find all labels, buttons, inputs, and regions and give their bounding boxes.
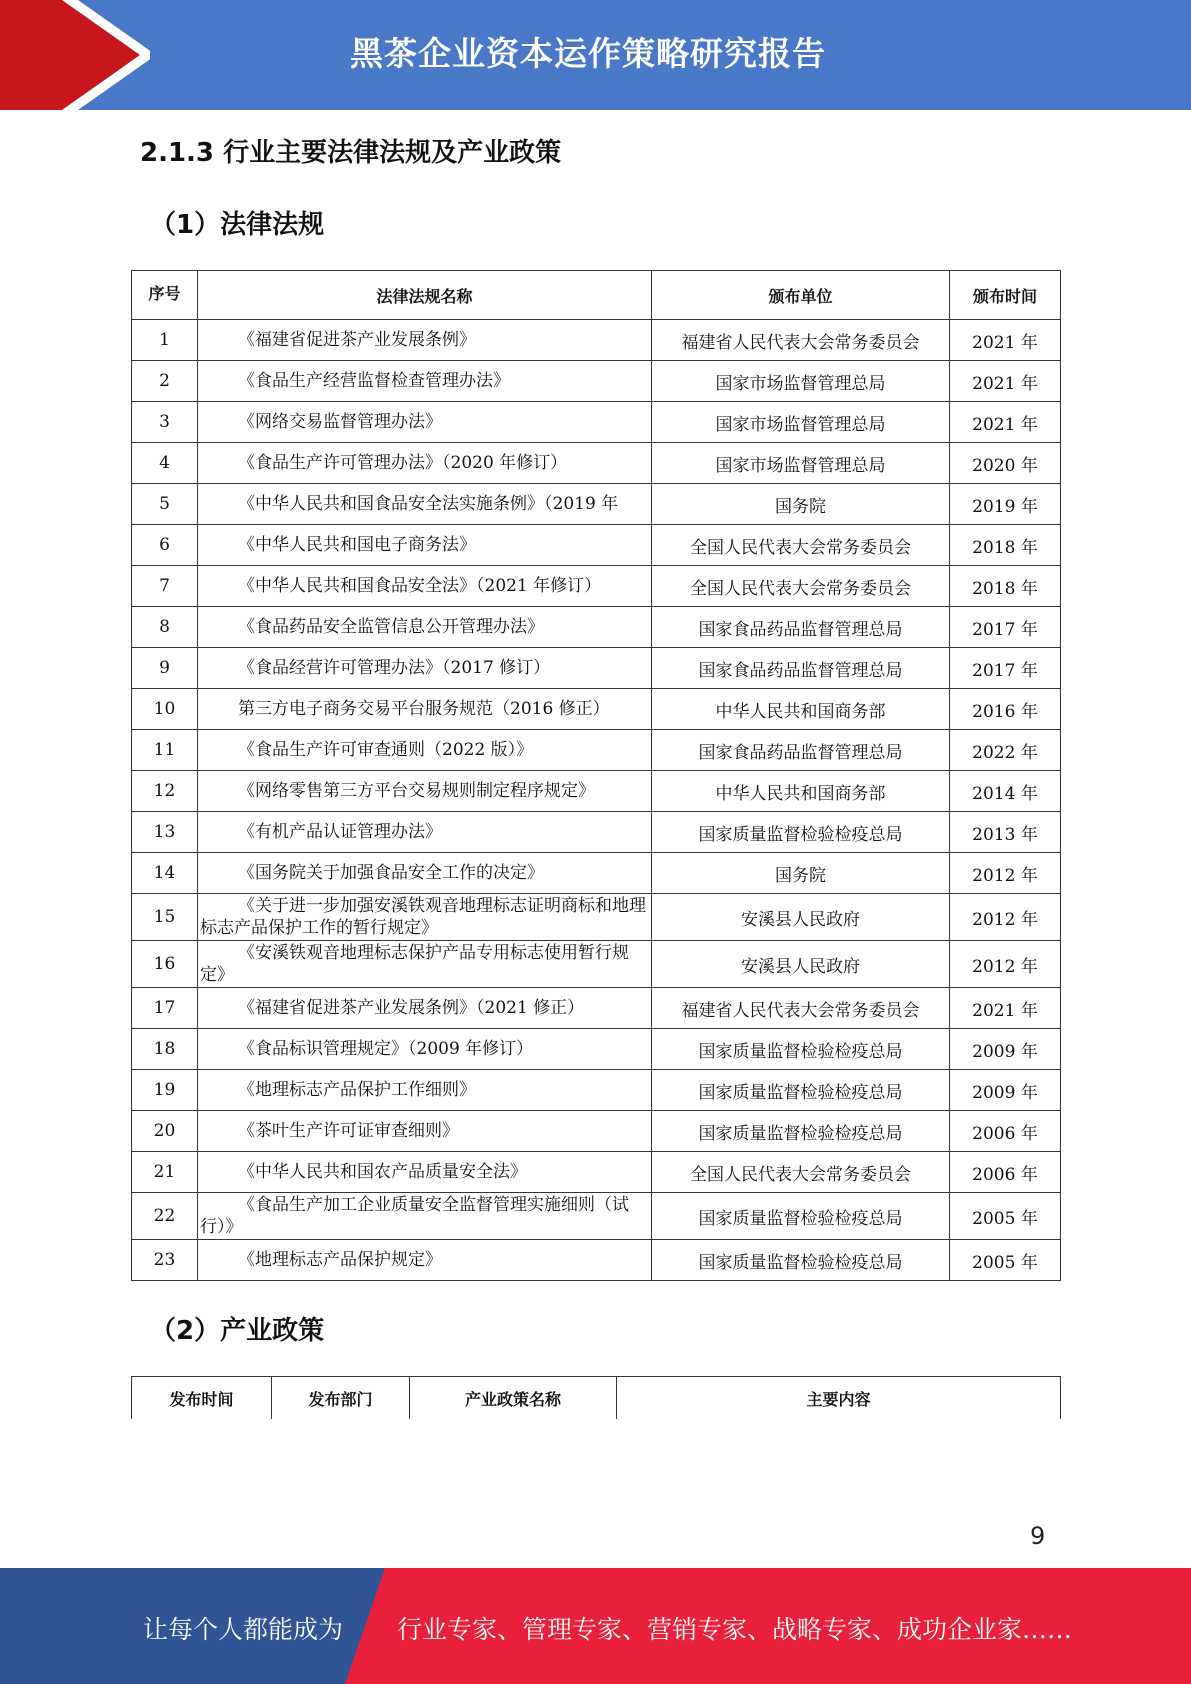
table-row	[132, 320, 1061, 361]
issuing-body: 国家质量监督检验检疫总局	[652, 1070, 950, 1111]
law-name: 《食品经营许可管理办法》（2017 修订）	[198, 648, 652, 689]
issue-year: 2009 年	[950, 1029, 1061, 1070]
footer-slogan-right: 行业专家、管理专家、营销专家、战略专家、成功企业家……	[397, 1615, 1073, 1644]
header-policy-time: 发布时间	[132, 1377, 272, 1420]
laws-subtitle: （1）法律法规	[150, 210, 325, 240]
row-number: 20	[132, 1111, 198, 1152]
issue-year: 2020 年	[950, 443, 1061, 484]
issuing-body: 国家质量监督检验检疫总局	[652, 1111, 950, 1152]
issuing-body: 福建省人民代表大会常务委员会	[652, 988, 950, 1029]
issue-year: 2019 年	[950, 484, 1061, 525]
row-number: 16	[132, 941, 198, 988]
table-row	[132, 894, 1061, 941]
issue-year: 2013 年	[950, 812, 1061, 853]
policy-subtitle: （2）产业政策	[150, 1316, 325, 1346]
row-number: 22	[132, 1193, 198, 1240]
issue-year: 2012 年	[950, 941, 1061, 988]
page-number: 9	[1030, 1522, 1046, 1550]
law-name: 《中华人民共和国食品安全法实施条例》（2019 年	[198, 484, 652, 525]
issue-year: 2018 年	[950, 566, 1061, 607]
table-row	[132, 1070, 1061, 1111]
issue-year: 2018 年	[950, 525, 1061, 566]
issuing-body: 国务院	[652, 484, 950, 525]
issuing-body: 国家市场监督管理总局	[652, 402, 950, 443]
row-number: 12	[132, 771, 198, 812]
table-row	[132, 853, 1061, 894]
table-row	[132, 566, 1061, 607]
law-name: 第三方电子商务交易平台服务规范（2016 修正）	[198, 689, 652, 730]
laws-table	[131, 270, 1061, 1281]
issue-year: 2017 年	[950, 607, 1061, 648]
row-number: 21	[132, 1152, 198, 1193]
law-name: 《食品生产经营监督检查管理办法》	[198, 361, 652, 402]
document-title: 黑茶企业资本运作策略研究报告	[350, 34, 826, 73]
law-name: 《网络零售第三方平台交易规则制定程序规定》	[198, 771, 652, 812]
table-row	[132, 771, 1061, 812]
row-number: 1	[132, 320, 198, 361]
section-title: 2.1.3 行业主要法律法规及产业政策	[140, 138, 562, 168]
issuing-body: 全国人民代表大会常务委员会	[652, 566, 950, 607]
law-name: 《中华人民共和国农产品质量安全法》	[198, 1152, 652, 1193]
row-number: 15	[132, 894, 198, 941]
table-row	[132, 1111, 1061, 1152]
header-time: 颁布时间	[950, 271, 1061, 320]
footer-banner	[0, 1568, 1191, 1684]
row-number: 2	[132, 361, 198, 402]
header-policy-dept: 发布部门	[272, 1377, 410, 1420]
issuing-body: 国家质量监督检验检疫总局	[652, 1029, 950, 1070]
issuing-body: 安溪县人民政府	[652, 894, 950, 941]
issuing-body: 国家食品药品监督管理总局	[652, 607, 950, 648]
issuing-body: 国务院	[652, 853, 950, 894]
law-name: 《地理标志产品保护规定》	[198, 1240, 652, 1281]
issuing-body: 国家市场监督管理总局	[652, 443, 950, 484]
law-name: 《有机产品认证管理办法》	[198, 812, 652, 853]
issue-year: 2005 年	[950, 1193, 1061, 1240]
row-number: 19	[132, 1070, 198, 1111]
law-name: 《关于进一步加强安溪铁观音地理标志证明商标和地理 标志产品保护工作的暂行规定》	[198, 894, 652, 941]
issuing-body: 福建省人民代表大会常务委员会	[652, 320, 950, 361]
law-name: 《福建省促进茶产业发展条例》	[198, 320, 652, 361]
policy-table-header-row	[132, 1377, 1061, 1420]
issue-year: 2012 年	[950, 853, 1061, 894]
issuing-body: 国家质量监督检验检疫总局	[652, 812, 950, 853]
law-name: 《福建省促进茶产业发展条例》（2021 修正）	[198, 988, 652, 1029]
table-row	[132, 607, 1061, 648]
header-unit: 颁布单位	[652, 271, 950, 320]
issuing-body: 全国人民代表大会常务委员会	[652, 525, 950, 566]
issue-year: 2021 年	[950, 320, 1061, 361]
law-name: 《安溪铁观音地理标志保护产品专用标志使用暂行规定》	[198, 941, 652, 988]
laws-table-header-row	[132, 271, 1061, 320]
row-number: 17	[132, 988, 198, 1029]
laws-table-body	[132, 320, 1061, 1281]
issuing-body: 国家食品药品监督管理总局	[652, 730, 950, 771]
table-row	[132, 648, 1061, 689]
table-row	[132, 1029, 1061, 1070]
footer-slogan-left: 让每个人都能成为	[143, 1615, 344, 1644]
row-number: 9	[132, 648, 198, 689]
issue-year: 2014 年	[950, 771, 1061, 812]
issue-year: 2005 年	[950, 1240, 1061, 1281]
issue-year: 2017 年	[950, 648, 1061, 689]
row-number: 14	[132, 853, 198, 894]
row-number: 10	[132, 689, 198, 730]
table-row	[132, 730, 1061, 771]
table-row	[132, 361, 1061, 402]
table-row	[132, 689, 1061, 730]
header-seq: 序号	[132, 271, 198, 320]
issue-year: 2022 年	[950, 730, 1061, 771]
row-number: 5	[132, 484, 198, 525]
issue-year: 2016 年	[950, 689, 1061, 730]
row-number: 18	[132, 1029, 198, 1070]
table-row	[132, 402, 1061, 443]
law-name: 《食品生产许可管理办法》（2020 年修订）	[198, 443, 652, 484]
law-name: 《中华人民共和国食品安全法》（2021 年修订）	[198, 566, 652, 607]
table-row	[132, 443, 1061, 484]
issuing-body: 国家市场监督管理总局	[652, 361, 950, 402]
row-number: 8	[132, 607, 198, 648]
table-row	[132, 1240, 1061, 1281]
table-row	[132, 525, 1061, 566]
law-name: 《国务院关于加强食品安全工作的决定》	[198, 853, 652, 894]
law-name: 《中华人民共和国电子商务法》	[198, 525, 652, 566]
table-row	[132, 1193, 1061, 1240]
row-number: 23	[132, 1240, 198, 1281]
issuing-body: 中华人民共和国商务部	[652, 771, 950, 812]
issue-year: 2012 年	[950, 894, 1061, 941]
issuing-body: 国家食品药品监督管理总局	[652, 648, 950, 689]
issue-year: 2009 年	[950, 1070, 1061, 1111]
issuing-body: 全国人民代表大会常务委员会	[652, 1152, 950, 1193]
issue-year: 2021 年	[950, 402, 1061, 443]
row-number: 3	[132, 402, 198, 443]
law-name: 《食品生产加工企业质量安全监督管理实施细则（试行）》	[198, 1193, 652, 1240]
header-policy-content: 主要内容	[617, 1377, 1061, 1420]
law-name: 《茶叶生产许可证审查细则》	[198, 1111, 652, 1152]
row-number: 13	[132, 812, 198, 853]
law-name: 《食品药品安全监管信息公开管理办法》	[198, 607, 652, 648]
row-number: 6	[132, 525, 198, 566]
header-arrow-shape	[0, 0, 150, 110]
policy-table	[131, 1376, 1061, 1419]
issue-year: 2021 年	[950, 988, 1061, 1029]
issue-year: 2006 年	[950, 1111, 1061, 1152]
law-name: 《食品生产许可审查通则（2022 版）》	[198, 730, 652, 771]
law-name: 《网络交易监督管理办法》	[198, 402, 652, 443]
header-name: 法律法规名称	[198, 271, 652, 320]
row-number: 7	[132, 566, 198, 607]
header-policy-name: 产业政策名称	[410, 1377, 617, 1420]
law-name: 《食品标识管理规定》（2009 年修订）	[198, 1029, 652, 1070]
table-row	[132, 988, 1061, 1029]
issuing-body: 安溪县人民政府	[652, 941, 950, 988]
issue-year: 2006 年	[950, 1152, 1061, 1193]
law-name: 《地理标志产品保护工作细则》	[198, 1070, 652, 1111]
issue-year: 2021 年	[950, 361, 1061, 402]
issuing-body: 国家质量监督检验检疫总局	[652, 1193, 950, 1240]
table-row	[132, 941, 1061, 988]
row-number: 11	[132, 730, 198, 771]
table-row	[132, 484, 1061, 525]
issuing-body: 国家质量监督检验检疫总局	[652, 1240, 950, 1281]
header-banner	[0, 0, 1191, 110]
issuing-body: 中华人民共和国商务部	[652, 689, 950, 730]
row-number: 4	[132, 443, 198, 484]
table-row	[132, 1152, 1061, 1193]
table-row	[132, 812, 1061, 853]
